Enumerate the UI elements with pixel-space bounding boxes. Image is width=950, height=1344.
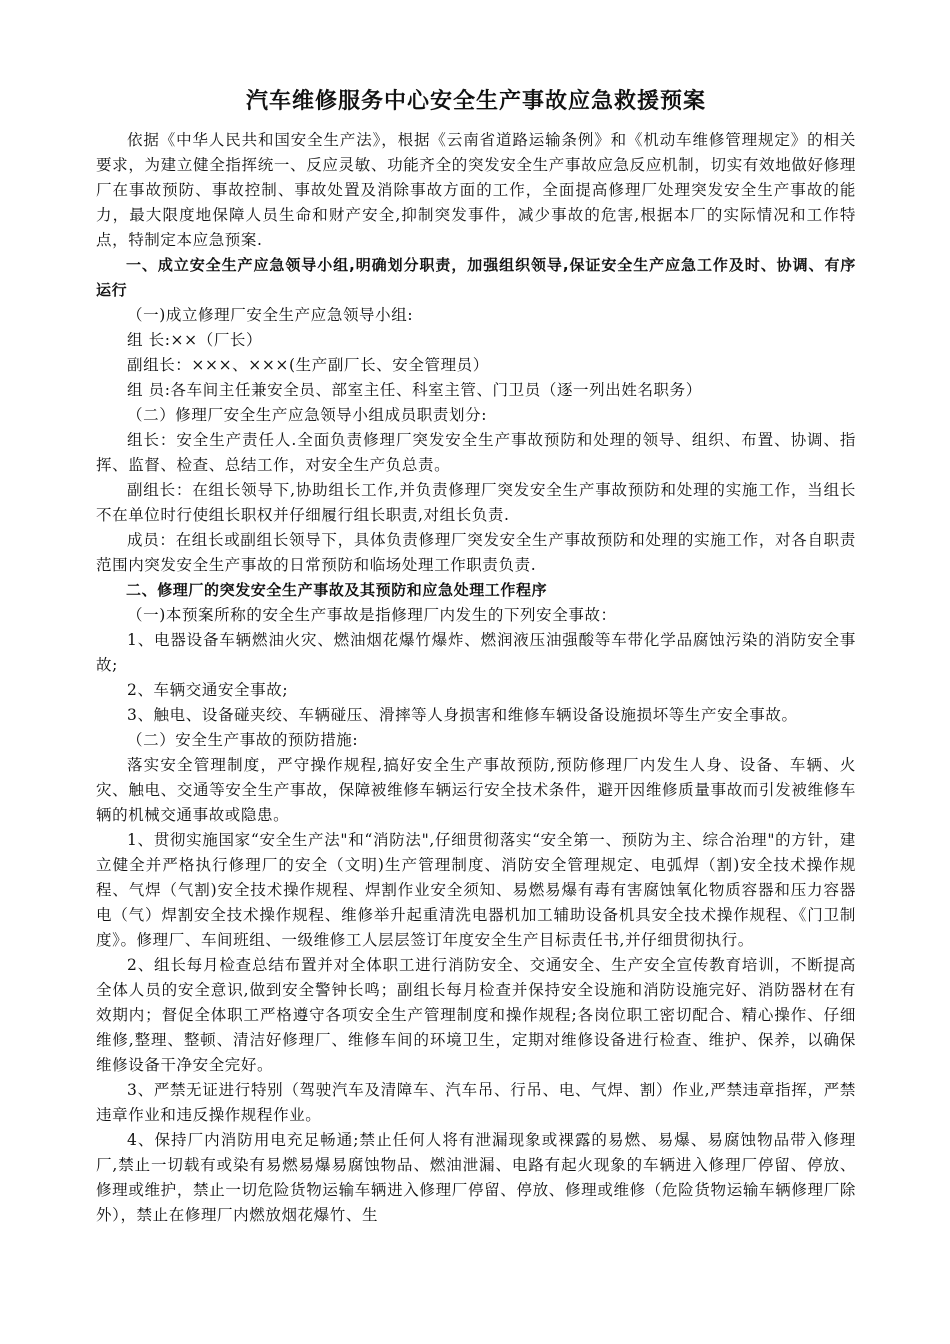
subsection-heading: （一)成立修理厂安全生产应急领导小组: xyxy=(127,306,414,324)
list-item: 1、电器设备车辆燃油火灾、燃油烟花爆竹爆炸、燃润液压油强酸等车带化学品腐蚀污染的消防安全事故; xyxy=(96,631,856,674)
list-item: 3、触电、设备碰夹绞、车辆碰压、滑摔等人身损害和维修车辆设备设施损坏等生产安全事故。 xyxy=(127,706,798,724)
subsection-heading: （二）安全生产事故的预防措施: xyxy=(127,731,359,749)
list-item: 3、严禁无证进行特别（驾驶汽车及清障车、汽车吊、行吊、电、气焊、割）作业,严禁违章指挥，严禁违章作业和违反操作规程作业。 xyxy=(96,1081,856,1124)
deputy-leader-line: 副组长：×××、×××(生产副厂长、安全管理员） xyxy=(127,356,489,374)
subsection-heading: （二）修理厂安全生产应急领导小组成员职责划分: xyxy=(127,406,488,424)
body-paragraph: 落实安全管理制度，严守操作规程,搞好安全生产事故预防,预防修理厂内发生人身、设备、车辆、火灾、触电、交通等安全生产事故，保障被维修车辆运行安全技术条件，避开因维修质量事故而引发被维修车辆的机械交通事故或隐患。 xyxy=(96,756,856,824)
member-duty-paragraph: 成员：在组长或副组长领导下，具体负责修理厂突发安全生产事故预防和处理的实施工作，对各自职责范围内突发安全生产事故的日常预防和临场处理工作职责负责. xyxy=(96,531,856,574)
list-item: 4、保持厂内消防用电充足畅通;禁止任何人将有泄漏现象或裸露的易燃、易爆、易腐蚀物品带入修理厂,禁止一切载有或染有易燃易爆易腐蚀物品、燃油泄漏、电路有起火现象的车辆进入修理厂停留、停放、修理或维护，禁止一切危险货物运输车辆进入修理厂停留、停放、修理或维修（危险货物运输车辆修理厂除外），禁止在修理厂内燃放烟花爆竹、生 xyxy=(96,1131,856,1224)
section-two-heading: 二、修理厂的突发安全生产事故及其预防和应急处理工作程序 xyxy=(126,581,548,599)
leader-duty-paragraph: 组长：安全生产责任人.全面负责修理厂突发安全生产事故预防和处理的领导、组织、布置、协调、指挥、监督、检查、总结工作，对安全生产负总责。 xyxy=(96,431,856,474)
document-title: 汽车维修服务中心安全生产事故应急救援预案 xyxy=(245,89,706,114)
subsection-heading: （一)本预案所称的安全生产事故是指修理厂内发生的下列安全事故： xyxy=(127,606,617,624)
members-line: 组 员:各车间主任兼安全员、部室主任、科室主管、门卫员（逐一列出姓名职务） xyxy=(127,381,702,399)
list-item: 2、组长每月检查总结布置并对全体职工进行消防安全、交通安全、生产安全宣传教育培训，不断提高全体人员的安全意识,做到安全警钟长鸣；副组长每月检查并保持安全设施和消防设施完好、消防器材在有效期内；督促全体职工严格遵守各项安全生产管理制度和操作规程;各岗位职工密切配合、精心操作、仔细维修,整理、整顿、清洁好修理厂、维修车间的环境卫生，定期对维修设备进行检查、维护、保养，以确保维修设备干净安全完好。 xyxy=(96,956,856,1074)
section-one-heading: 一、成立安全生产应急领导小组,明确划分职责，加强组织领导,保证安全生产应急工作及时、协调、有序运行 xyxy=(96,256,856,299)
list-item: 2、车辆交通安全事故; xyxy=(127,681,289,699)
intro-paragraph: 依据《中华人民共和国安全生产法》，根据《云南省道路运输条例》和《机动车维修管理规定》的相关要求，为建立健全指挥统一、反应灵敏、功能齐全的突发安全生产事故应急反应机制，切实有效地做好修理厂在事故预防、事故控制、事故处置及消除事故方面的工作，全面提高修理厂处理突发安全生产事故的能力，最大限度地保障人员生命和财产安全,抑制突发事件，减少事故的危害,根据本厂的实际情况和工作特点，特制定本应急预案. xyxy=(96,131,856,249)
document-page xyxy=(96,86,856,1228)
list-item: 1、贯彻实施国家“安全生产法"和“消防法",仔细贯彻落实“安全第一、预防为主、综合治理"的方针，建立健全并严格执行修理厂的安全（文明)生产管理制度、消防安全管理规定、电弧焊（割)安全技术操作规程、气焊（气割)安全技术操作规程、焊割作业安全须知、易燃易爆有毒有害腐蚀氧化物质容器和压力容器电（气）焊割安全技术操作规程、维修举升起重清洗电器机加工辅助设备机具安全技术操作规程、《门卫制度》。修理厂、车间班组、一级维修工人层层签订年度安全生产目标责任书,并仔细贯彻执行。 xyxy=(96,831,856,949)
leader-line: 组 长:××（厂长） xyxy=(127,331,263,349)
deputy-duty-paragraph: 副组长：在组长领导下,协助组长工作,并负责修理厂突发安全生产事故预防和处理的实施工作，当组长不在单位时行使组长职权并仔细履行组长职责,对组长负责. xyxy=(96,481,856,524)
